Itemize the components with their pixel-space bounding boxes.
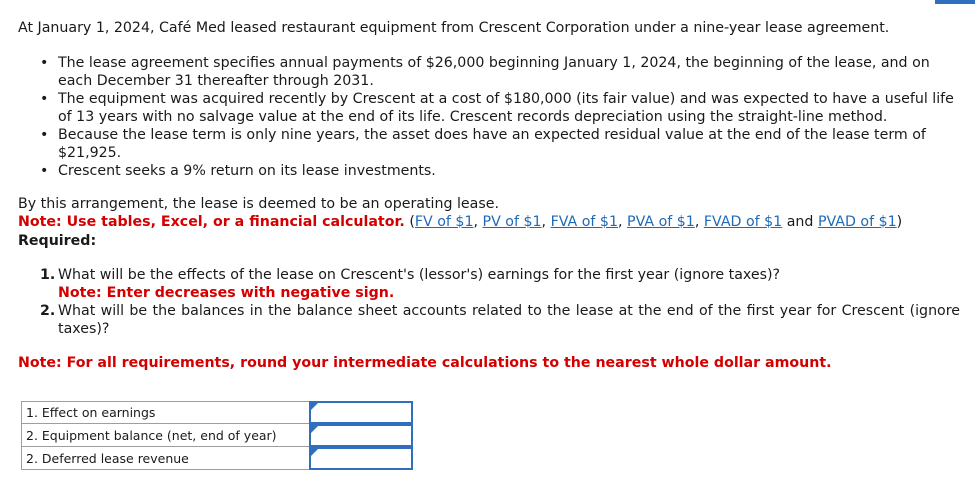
table-row <box>21 447 413 470</box>
top-corner-accent <box>935 0 975 4</box>
requirement-note: Note: Enter decreases with negative sign. <box>58 285 395 301</box>
tables-note-label: Note: Use tables, Excel, or a financial calculator. <box>18 214 405 230</box>
answer-label: 2. Equipment balance (net, end of year) <box>21 424 306 447</box>
link-fvad[interactable]: FVAD of $1 <box>703 214 783 230</box>
list-item: • The equipment was acquired recently by Crescent at a cost of $180,000 (its fair value) and was expected to have a useful life of 13 years with no salvage value at the end of its life. Crescent records depreciation using the straight-line method. <box>38 90 958 126</box>
answer-input-box <box>309 424 413 447</box>
requirements-list <box>40 266 960 338</box>
link-fv[interactable]: FV of $1 <box>414 214 474 230</box>
list-item: • Because the lease term is only nine years, the asset does have an expected residual value at the end of the lease term of $21,925. <box>38 126 958 162</box>
rounding-note: Note: For all requirements, round your intermediate calculations to the nearest whole dollar amount. <box>18 355 832 371</box>
open-paren: ( <box>404 214 415 230</box>
answer-input-box <box>309 447 413 470</box>
input-marker-icon <box>311 403 318 410</box>
requirement-text: What will be the balances in the balance sheet accounts related to the lease at the end of the first year for Crescent (ignore taxes)? <box>58 303 960 337</box>
list-item: • Crescent seeks a 9% return on its lease investments. <box>38 162 958 180</box>
intro-text: At January 1, 2024, Café Med leased restaurant equipment from Crescent Corporation under a nine-year lease agreement. <box>18 20 890 36</box>
list-item: • The lease agreement specifies annual payments of $26,000 beginning January 1, 2024, the beginning of the lease, and on each December 31 thereafter through 2031. <box>38 54 958 90</box>
requirement-1 <box>40 266 960 302</box>
arrangement-text: By this arrangement, the lease is deemed to be an operating lease. <box>18 196 499 212</box>
required-heading: Required: <box>18 233 97 249</box>
requirement-text: What will be the effects of the lease on Crescent's (lessor's) earnings for the first year (ignore taxes)? <box>58 267 781 283</box>
close-paren: ) <box>896 214 903 230</box>
answer-table <box>21 401 413 470</box>
equipment-balance-input[interactable] <box>311 426 411 445</box>
input-marker-icon <box>311 426 318 433</box>
effect-on-earnings-input[interactable] <box>311 403 411 422</box>
input-marker-icon <box>311 449 318 456</box>
deferred-lease-revenue-input[interactable] <box>311 449 411 468</box>
link-pv[interactable]: PV of $1 <box>482 214 542 230</box>
table-row <box>21 424 413 447</box>
link-fva[interactable]: FVA of $1 <box>550 214 618 230</box>
link-pva[interactable]: PVA of $1 <box>627 214 695 230</box>
tables-note: Note: Use tables, Excel, or a financial calculator. (FV of $1, PV of $1, FVA of $1, PVA of $1, FVAD of $1 and PVAD of $1) <box>18 214 903 230</box>
requirement-number: 2. <box>40 303 56 319</box>
requirement-2 <box>40 302 960 338</box>
table-row <box>21 401 413 424</box>
link-pvad[interactable]: PVAD of $1 <box>817 214 897 230</box>
lease-facts-list <box>38 54 958 180</box>
answer-input-box <box>309 401 413 424</box>
answer-label: 2. Deferred lease revenue <box>21 447 306 470</box>
requirement-number: 1. <box>40 267 56 283</box>
and-text: and <box>782 214 818 230</box>
answer-label: 1. Effect on earnings <box>21 401 306 424</box>
